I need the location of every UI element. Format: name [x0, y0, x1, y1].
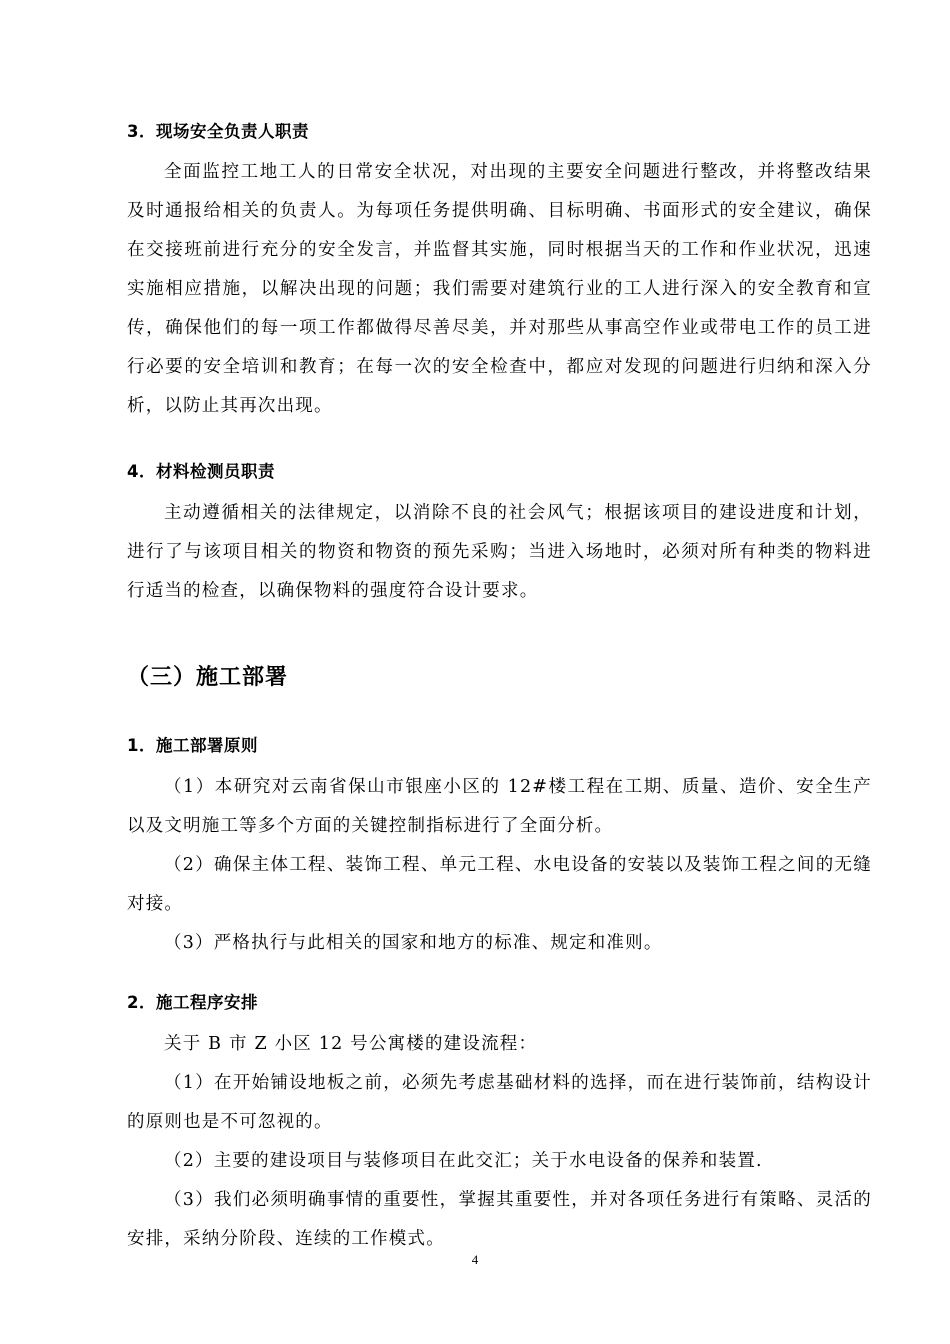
paragraph-safety-officer: 全面监控工地工人的日常安全状况，对出现的主要安全问题进行整改，并将整改结果及时通报给相关的负责人。为每项任务提供明确、目标明确、书面形式的安全建议，确保在交接班前进行充分的安全发言，并监督其实施，同时根据当天的工作和作业状况，迅速实施相应措施，以解决出现的问题；我们需要对建筑行业的工人进行深入的安全教育和宣传，确保他们的每一项工作都做得尽善尽美，并对那些从事高空作业或带电工作的员工进行必要的安全培训和教育；在每一次的安全检查中，都应对发现的问题进行归纳和深入分析，以防止其再次出现。 — [127, 162, 872, 416]
section-heading-safety-officer: 3．现场安全负责人职责 — [127, 122, 309, 141]
list-item-principle: （2）确保主体工程、装饰工程、单元工程、水电设备的安装以及装饰工程之间的无缝对接。 — [127, 855, 872, 914]
list-item-procedure: （2）主要的建设项目与装修项目在此交汇；关于水电设备的保养和装置. — [164, 1151, 763, 1171]
list-item-procedure: （1）在开始铺设地板之前，必须先考虑基础材料的选择，而在进行装饰前，结构设计的原则也是不可忽视的。 — [127, 1073, 872, 1132]
paragraph-procedure-intro: 关于 B 市 Z 小区 12 号公寓楼的建设流程： — [164, 1034, 538, 1054]
section-heading-deployment-principles: 1．施工部署原则 — [127, 736, 258, 755]
list-item-principle: （1）本研究对云南省保山市银座小区的 12#楼工程在工期、质量、造价、安全生产以及文明施工等多个方面的关键控制指标进行了全面分析。 — [127, 777, 872, 836]
page-number: 4 — [471, 1252, 479, 1267]
list-item-procedure: （3）我们必须明确事情的重要性，掌握其重要性，并对各项任务进行有策略、灵活的安排，采纳分阶段、连续的工作模式。 — [127, 1190, 872, 1249]
section-heading-material-inspector: 4．材料检测员职责 — [127, 462, 275, 481]
paragraph-material-inspector: 主动遵循相关的法律规定，以消除不良的社会风气；根据该项目的建设进度和计划，进行了与该项目相关的物资和物资的预先采购；当进入场地时，必须对所有种类的物料进行适当的检查，以确保物料的强度符合设计要求。 — [127, 503, 872, 601]
part-heading-construction-deployment: （三）施工部署 — [127, 665, 289, 690]
section-heading-procedure-arrangement: 2．施工程序安排 — [127, 993, 258, 1012]
list-item-principle: （3）严格执行与此相关的国家和地方的标准、规定和准则。 — [164, 933, 663, 953]
